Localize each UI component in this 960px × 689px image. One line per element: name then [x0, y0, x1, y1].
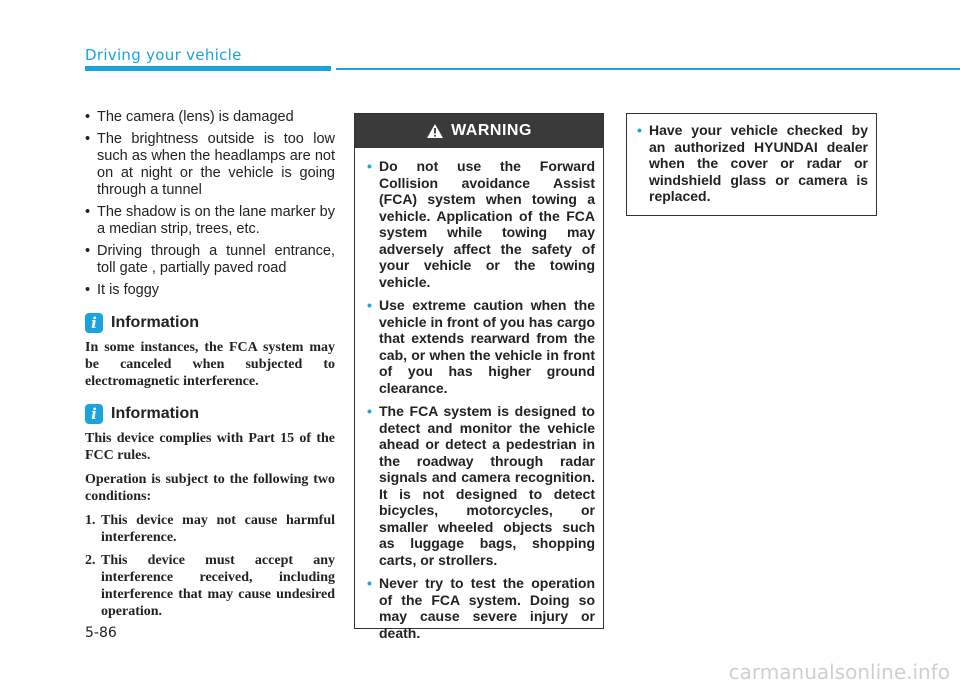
caution-list: [637, 122, 868, 205]
watermark: carmanualsonline.info: [728, 660, 950, 684]
list-item: • The camera (lens) is damaged: [85, 109, 294, 125]
information-text: In some instances, the FCA system may be canceled when subjected to electromagnetic interference.: [85, 340, 335, 389]
page-number: 5-86: [85, 625, 117, 641]
information-title: Information: [111, 405, 199, 422]
warning-triangle-icon: [426, 123, 444, 139]
warning-box: [354, 113, 604, 641]
list-item: • Do not use the Forward Collision avoidance Assist (FCA) system when towing a vehicle. Application of the FCA system while towing may adversely affect the safety of your vehicle or the towing vehicle.: [367, 158, 595, 290]
warning-title: WARNING: [451, 122, 532, 139]
info-icon: i: [85, 313, 103, 333]
list-item: • The shadow is on the lane marker by a median strip, trees, etc.: [85, 204, 335, 237]
list-item: • The FCA system is designed to detect and monitor the vehicle ahead or detect a pedestrian in the roadway through radar signals and camera recognition. It is not designed to detect bicycles, motorcycles, or smaller wheeled objects such as luggage bags, shopping carts, or strollers.: [367, 403, 595, 568]
fcc-conditions-intro: Operation is subject to the following two conditions:: [85, 472, 335, 504]
information-title: Information: [111, 314, 199, 331]
list-item: 1. This device may not cause harmful interference.: [85, 513, 335, 545]
caution-box: [626, 113, 877, 216]
list-item: • Never try to test the operation of the FCA system. Doing so may cause severe injury or death.: [367, 575, 595, 641]
warning-list: [355, 148, 603, 641]
condition-list: [85, 109, 335, 299]
header-rule-thin: [336, 68, 960, 70]
info-icon: i: [85, 404, 103, 424]
left-column: [85, 109, 335, 626]
list-item: • Driving through a tunnel entrance, toll gate , partially paved road: [85, 243, 335, 276]
list-item: • Have your vehicle checked by an authorized HYUNDAI dealer when the cover or radar or windshield glass or camera is replaced.: [637, 122, 868, 204]
information-heading: [85, 313, 335, 333]
warning-header: [355, 114, 603, 148]
list-item: 2. This device must accept any interference received, including interference that may cause undesired operation.: [85, 553, 335, 619]
header-rule-thick: [85, 66, 331, 71]
list-item: • Use extreme caution when the vehicle in front of you has cargo that extends rearward from the cab, or when the vehicle in front of you has higher ground clearance.: [367, 297, 595, 396]
information-heading: [85, 404, 335, 424]
section-title: Driving your vehicle: [85, 46, 242, 64]
fcc-conditions-list: [85, 512, 335, 620]
list-item: • The brightness outside is too low such as when the headlamps are not on at night or the vehicle is going through a tunnel: [85, 131, 335, 198]
fcc-compliance-text: This device complies with Part 15 of the FCC rules.: [85, 431, 335, 463]
list-item: • It is foggy: [85, 282, 160, 298]
